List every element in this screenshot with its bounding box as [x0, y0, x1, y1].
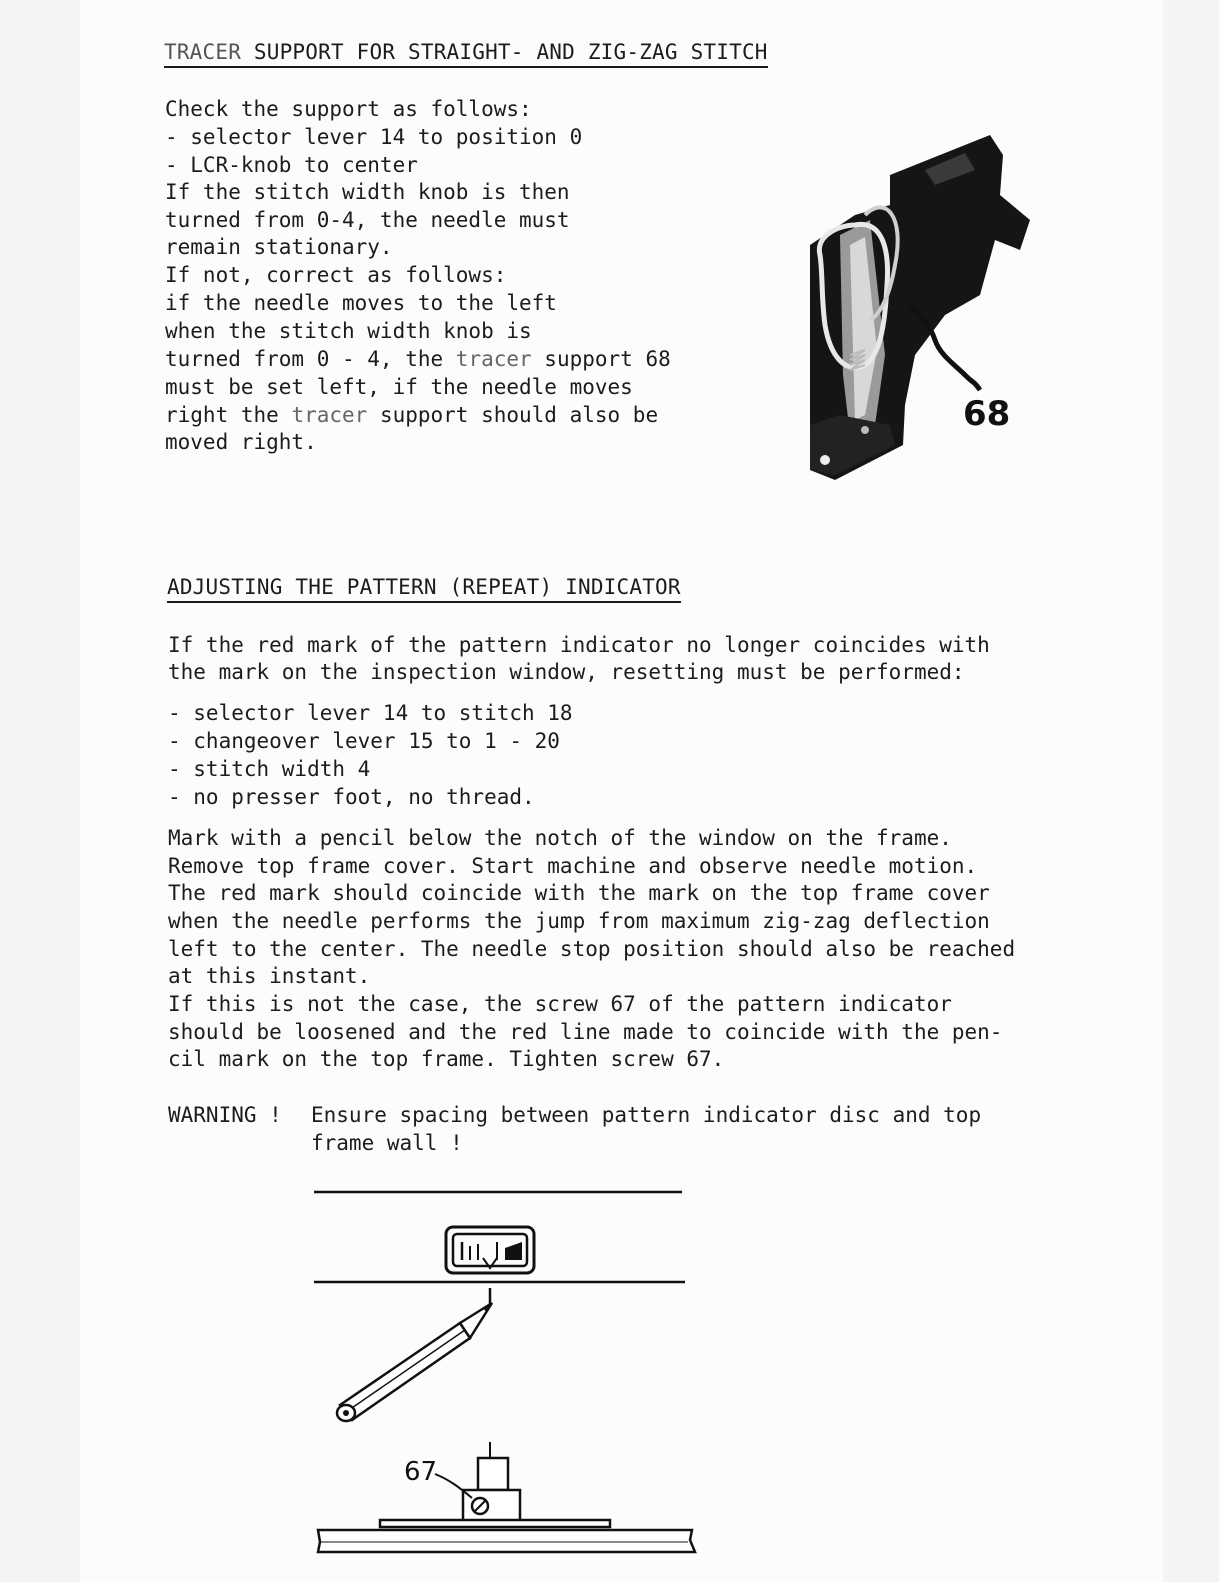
text-line: remain stationary. — [165, 235, 393, 259]
warning-text: frame wall ! — [311, 1131, 463, 1155]
text-fragment: support should also be — [367, 403, 659, 427]
section-heading-pattern-indicator: ADJUSTING THE PATTERN (REPEAT) INDICATOR — [167, 575, 681, 603]
screw-67-icon — [318, 1442, 695, 1552]
heading-tracer-word: TRACER — [164, 40, 242, 64]
text-line: turned from 0-4, the needle must — [165, 208, 570, 232]
tracer-support-photo — [795, 125, 1075, 495]
text-line: If this is not the case, the screw 67 of the pattern indicator — [168, 992, 952, 1016]
diagram-label-67: 67 — [404, 1457, 438, 1487]
text-line: should be loosened and the red line made to coincide with the pen- — [168, 1020, 1003, 1044]
text-line: Check the support as follows: — [165, 97, 532, 121]
tracer-word: tracer — [455, 347, 532, 371]
text-line: at this instant. — [168, 964, 371, 988]
text-line — [165, 346, 671, 373]
pattern-indicator-diagram — [300, 1180, 710, 1580]
text-line — [165, 402, 658, 429]
text-line: when the stitch width knob is — [165, 319, 532, 343]
list-item: - no presser foot, no thread. — [168, 785, 535, 809]
text-line: Remove top frame cover. Start machine and observe needle motion. — [168, 854, 978, 878]
list-item: - stitch width 4 — [168, 757, 371, 781]
text-line: If the red mark of the pattern indicator no longer coincides with — [168, 633, 990, 657]
inspection-window-icon — [446, 1227, 534, 1273]
list-item: - changeover lever 15 to 1 - 20 — [168, 729, 560, 753]
warning-text: Ensure spacing between pattern indicator disc and top — [311, 1103, 982, 1127]
text-line: must be set left, if the needle moves — [165, 375, 633, 399]
text-line: the mark on the inspection window, resetting must be performed: — [168, 660, 965, 684]
text-line: cil mark on the top frame. Tighten screw 67. — [168, 1047, 725, 1071]
section-heading-tracer — [164, 40, 768, 68]
text-line: If the stitch width knob is then — [165, 180, 570, 204]
text-fragment: right the — [165, 403, 292, 427]
tracer-word: tracer — [291, 403, 368, 427]
text-line: left to the center. The needle stop position should also be reached — [168, 937, 1016, 961]
heading-rest: SUPPORT FOR STRAIGHT- AND ZIG-ZAG STITCH — [241, 40, 768, 64]
text-line: if the needle moves to the left — [165, 291, 557, 315]
text-line: The red mark should coincide with the mark on the top frame cover — [168, 881, 990, 905]
text-line: - LCR-knob to center — [165, 153, 418, 177]
text-line: moved right. — [165, 430, 317, 454]
warning-label: WARNING ! — [168, 1103, 282, 1127]
text-line: Mark with a pencil below the notch of the window on the frame. — [168, 826, 952, 850]
text-fragment: support 68 — [531, 347, 671, 371]
pencil-icon — [337, 1303, 492, 1421]
text-line: - selector lever 14 to position 0 — [165, 125, 583, 149]
list-item: - selector lever 14 to stitch 18 — [168, 701, 573, 725]
photo-label-68: 68 — [963, 394, 1011, 434]
text-line: when the needle performs the jump from maximum zig-zag deflection — [168, 909, 990, 933]
text-fragment: turned from 0 - 4, the — [165, 347, 456, 371]
text-line: If not, correct as follows: — [165, 263, 507, 287]
